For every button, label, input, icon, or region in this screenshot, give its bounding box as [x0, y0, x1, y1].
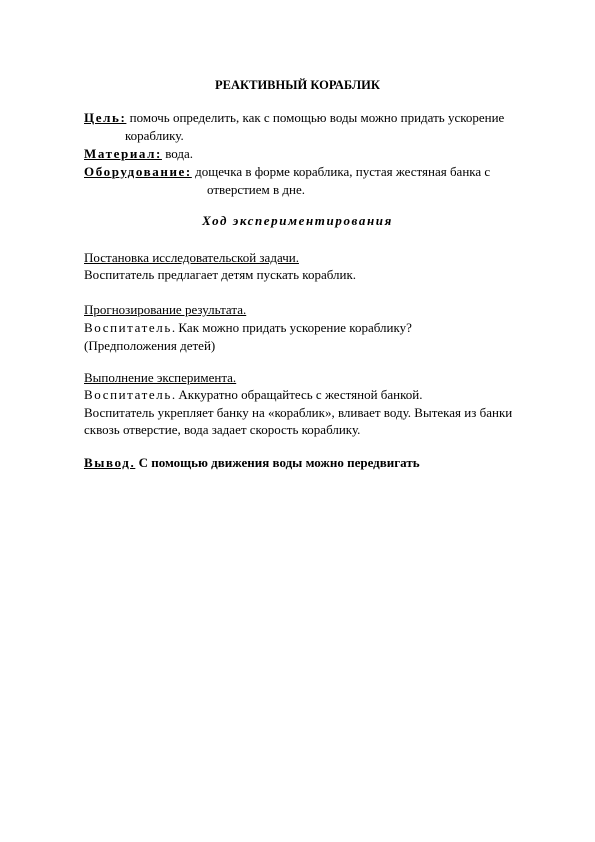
execution-heading: Выполнение эксперимента. — [84, 370, 237, 385]
equipment-text: дощечка в форме кораблика, пустая жестяная банка с — [191, 164, 491, 179]
forecast-line — [84, 320, 412, 336]
material-text: вода. — [161, 146, 194, 161]
goal-line — [84, 110, 504, 126]
task-heading: Постановка исследовательской задачи. — [84, 250, 299, 265]
conclusion-line — [84, 455, 420, 471]
equipment-line-continued — [207, 182, 305, 198]
execution-line-3: сквозь отверстие, вода задает скорость кораблику. — [84, 422, 361, 437]
equipment-text-continued: отверстием в дне. — [207, 182, 305, 197]
task-text: Воспитатель предлагает детям пускать кораблик. — [84, 267, 357, 282]
conclusion-label: Вывод. — [84, 455, 136, 470]
execution-text: . Аккуратно обращайтесь с жестяной банкой. — [171, 387, 423, 402]
goal-text: помочь определить, как с помощью воды можно придать ускорение — [126, 110, 505, 125]
execution-speaker: Воспитатель — [84, 387, 172, 402]
execution-line-2: Воспитатель укрепляет банку на «кораблик», вливает воду. Вытекая из банки — [84, 405, 513, 420]
equipment-line — [84, 164, 490, 180]
forecast-heading: Прогнозирование результата. — [84, 302, 247, 317]
forecast-text: . Как можно придать ускорение кораблику? — [171, 320, 412, 335]
procedure-heading: Ход экспериментирования — [202, 213, 393, 228]
document-title: РЕАКТИВНЫЙ КОРАБЛИК — [215, 78, 380, 92]
goal-label: Цель: — [84, 110, 127, 125]
forecast-note: (Предположения детей) — [84, 338, 216, 353]
forecast-speaker: Воспитатель — [84, 320, 172, 335]
execution-line — [84, 387, 422, 403]
conclusion-text: С помощью движения воды можно передвигать — [135, 455, 420, 470]
goal-text-continued: кораблику. — [125, 128, 184, 143]
material-label: Материал: — [84, 146, 162, 161]
material-line — [84, 146, 193, 162]
goal-line-continued — [125, 128, 184, 144]
equipment-label: Оборудование: — [84, 164, 192, 179]
